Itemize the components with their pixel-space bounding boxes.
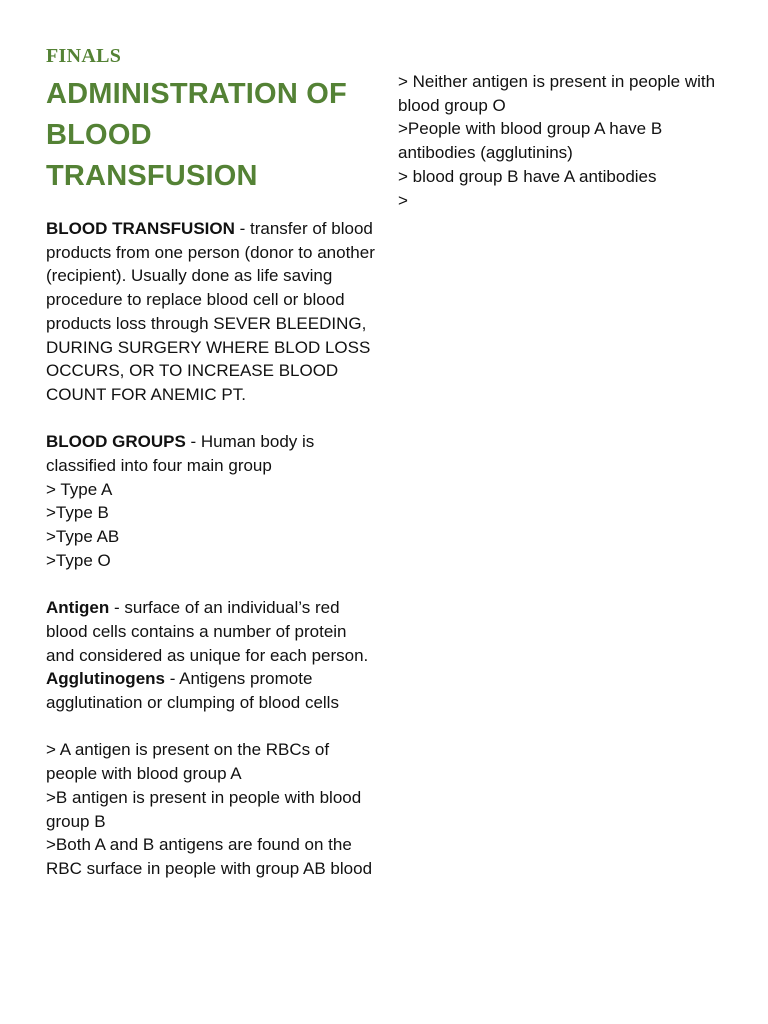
list-item: >Type AB xyxy=(46,527,120,547)
agglutinogens-term: Agglutinogens xyxy=(46,669,165,689)
left-column xyxy=(46,44,376,881)
paragraph-spacer xyxy=(46,715,376,739)
blood-groups-paragraph xyxy=(46,430,376,477)
title-line-2: BLOOD xyxy=(46,119,152,151)
paragraph-spacer xyxy=(46,407,376,431)
list-item: >B antigen is present in people with blood group B xyxy=(46,787,362,831)
antigen-points-right xyxy=(398,70,738,212)
blood-group-list xyxy=(46,478,376,573)
blood-transfusion-definition: - transfer of blood products from one person (donor to another (recipient). Usually done as life saving procedure to replace blood cell or blood products loss through SEVER BLEEDING, DURING SURGERY WHERE BLOD LOSS OCCURS, OR TO INCREASE BLOOD COUNT FOR ANEMIC PT. xyxy=(46,219,375,404)
title-line-3: TRANSFUSION xyxy=(46,160,258,192)
list-item: > A antigen is present on the RBCs of people with blood group A xyxy=(46,740,330,784)
section-label: FINALS xyxy=(46,45,122,67)
blood-groups-term: BLOOD GROUPS xyxy=(46,432,186,452)
antigen-points-left xyxy=(46,738,376,880)
agglutinogens-paragraph xyxy=(46,667,376,714)
right-column xyxy=(398,70,738,212)
blood-transfusion-paragraph xyxy=(46,217,376,407)
list-item: > Neither antigen is present in people with blood group O xyxy=(398,72,716,115)
list-item: >Type B xyxy=(46,503,109,523)
antigen-term: Antigen xyxy=(46,598,110,618)
page-title xyxy=(46,74,376,197)
list-item: > Type A xyxy=(46,479,113,499)
blood-transfusion-term: BLOOD TRANSFUSION xyxy=(46,219,235,238)
list-item: > xyxy=(398,190,408,210)
paragraph-spacer xyxy=(46,573,376,597)
blood-groups-definition: - Human body is classified into four main group xyxy=(46,432,315,476)
antigen-definition: - surface of an individual’s red blood cells contains a number of protein and considered as unique for each person. xyxy=(46,598,369,665)
list-item: >People with blood group A have B antibodies (agglutinins) xyxy=(398,119,663,163)
antigen-paragraph xyxy=(46,596,376,667)
list-item: > blood group B have A antibodies xyxy=(398,166,657,186)
list-item: >Both A and B antigens are found on the RBC surface in people with group AB blood xyxy=(46,835,373,878)
list-item: >Type O xyxy=(46,550,111,570)
title-line-1: ADMINISTRATION OF xyxy=(46,78,347,110)
agglutinogens-definition: - Antigens promote agglutination or clumping of blood cells xyxy=(46,669,339,713)
